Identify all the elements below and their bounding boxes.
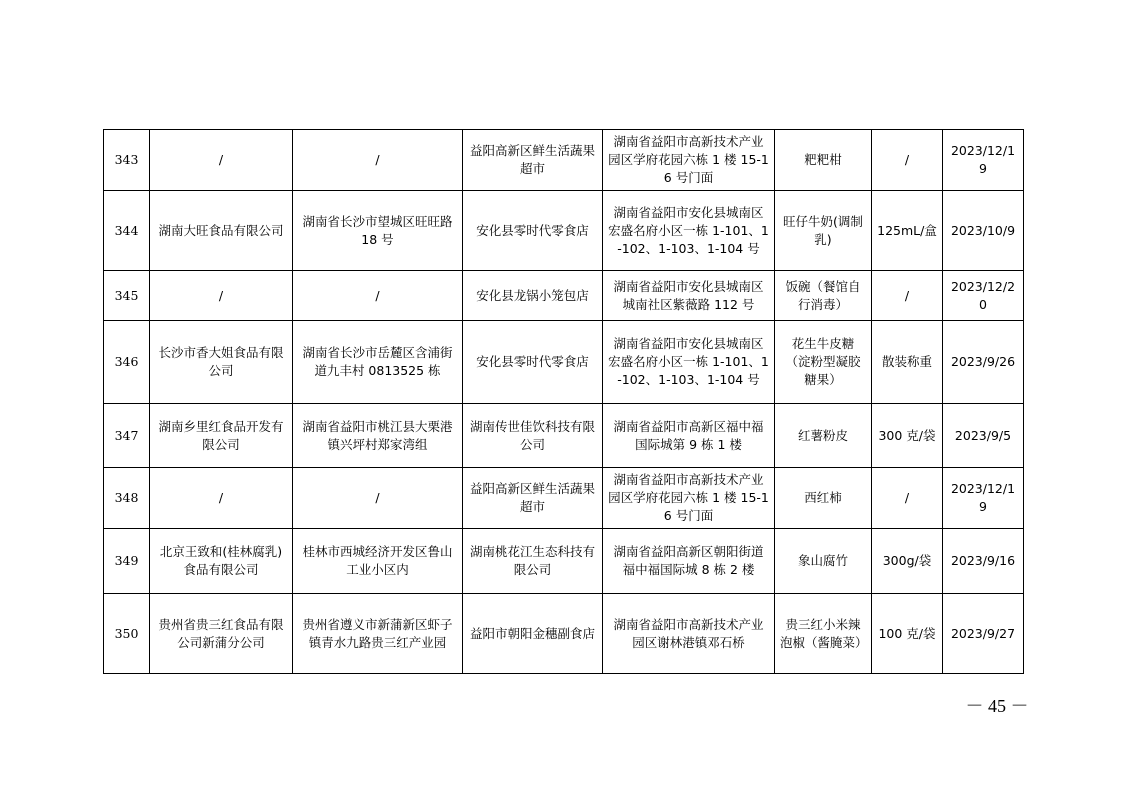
date-cell: 2023/12/19: [943, 468, 1024, 529]
table-row: [104, 271, 1024, 321]
product-cell: 旺仔牛奶(调制乳): [775, 191, 872, 271]
manufacturer-address-cell: 桂林市西城经济开发区鲁山工业小区内: [293, 529, 463, 594]
sampled-unit-cell: 安化县零时代零食店: [463, 321, 603, 404]
date-cell: 2023/12/19: [943, 130, 1024, 191]
sampled-unit-cell: 湖南传世佳饮科技有限公司: [463, 404, 603, 468]
row-number: 349: [104, 529, 150, 594]
table-row: [104, 468, 1024, 529]
spec-cell: /: [872, 271, 943, 321]
sampled-address-cell: 湖南省益阳市安化县城南区城南社区紫薇路 112 号: [603, 271, 775, 321]
manufacturer-cell: 湖南大旺食品有限公司: [150, 191, 293, 271]
spec-cell: /: [872, 468, 943, 529]
page-number: － 45 －: [965, 696, 1029, 716]
product-cell: 红薯粉皮: [775, 404, 872, 468]
manufacturer-address-cell: /: [293, 271, 463, 321]
product-cell: 象山腐竹: [775, 529, 872, 594]
date-cell: 2023/12/20: [943, 271, 1024, 321]
row-number: 347: [104, 404, 150, 468]
manufacturer-cell: 贵州省贵三红食品有限公司新蒲分公司: [150, 594, 293, 674]
spec-cell: 300 克/袋: [872, 404, 943, 468]
row-number: 343: [104, 130, 150, 191]
sampled-address-cell: 湖南省益阳市高新技术产业园区学府花园六栋 1 楼 15-16 号门面: [603, 468, 775, 529]
spec-cell: 125mL/盒: [872, 191, 943, 271]
date-cell: 2023/10/9: [943, 191, 1024, 271]
manufacturer-address-cell: /: [293, 468, 463, 529]
table-row: [104, 321, 1024, 404]
sampled-unit-cell: 安化县零时代零食店: [463, 191, 603, 271]
manufacturer-address-cell: 贵州省遵义市新蒲新区虾子镇青水九路贵三红产业园: [293, 594, 463, 674]
table-row: [104, 404, 1024, 468]
date-cell: 2023/9/16: [943, 529, 1024, 594]
sampled-address-cell: 湖南省益阳市高新技术产业园区学府花园六栋 1 楼 15-16 号门面: [603, 130, 775, 191]
product-cell: 粑粑柑: [775, 130, 872, 191]
sampled-address-cell: 湖南省益阳市安化县城南区宏盛名府小区一栋 1-101、1-102、1-103、1-104 号: [603, 191, 775, 271]
row-number: 350: [104, 594, 150, 674]
manufacturer-address-cell: 湖南省长沙市岳麓区含浦街道九丰村 0813525 栋: [293, 321, 463, 404]
date-cell: 2023/9/5: [943, 404, 1024, 468]
manufacturer-address-cell: 湖南省益阳市桃江县大栗港镇兴坪村郑家湾组: [293, 404, 463, 468]
manufacturer-cell: 长沙市香大姐食品有限公司: [150, 321, 293, 404]
sampled-unit-cell: 安化县龙锅小笼包店: [463, 271, 603, 321]
row-number: 348: [104, 468, 150, 529]
table-row: [104, 529, 1024, 594]
table-row: [104, 191, 1024, 271]
sampled-unit-cell: 益阳市朝阳金穗副食店: [463, 594, 603, 674]
table-row: [104, 130, 1024, 191]
date-cell: 2023/9/27: [943, 594, 1024, 674]
manufacturer-cell: 北京王致和(桂林腐乳)食品有限公司: [150, 529, 293, 594]
sampled-unit-cell: 益阳高新区鲜生活蔬果超市: [463, 130, 603, 191]
spec-cell: /: [872, 130, 943, 191]
manufacturer-cell: /: [150, 468, 293, 529]
row-number: 344: [104, 191, 150, 271]
sampled-unit-cell: 益阳高新区鲜生活蔬果超市: [463, 468, 603, 529]
product-cell: 花生牛皮糖（淀粉型凝胶糖果）: [775, 321, 872, 404]
table-row: [104, 594, 1024, 674]
row-number: 346: [104, 321, 150, 404]
sampling-results-table: [103, 129, 1024, 674]
sampled-unit-cell: 湖南桃花江生态科技有限公司: [463, 529, 603, 594]
manufacturer-address-cell: 湖南省长沙市望城区旺旺路 18 号: [293, 191, 463, 271]
manufacturer-cell: /: [150, 130, 293, 191]
spec-cell: 散装称重: [872, 321, 943, 404]
sampled-address-cell: 湖南省益阳市安化县城南区宏盛名府小区一栋 1-101、1-102、1-103、1-104 号: [603, 321, 775, 404]
manufacturer-cell: /: [150, 271, 293, 321]
manufacturer-address-cell: /: [293, 130, 463, 191]
product-cell: 贵三红小米辣泡椒（酱腌菜）: [775, 594, 872, 674]
sampled-address-cell: 湖南省益阳市高新技术产业园区谢林港镇邓石桥: [603, 594, 775, 674]
row-number: 345: [104, 271, 150, 321]
sampled-address-cell: 湖南省益阳高新区朝阳街道福中福国际城 8 栋 2 楼: [603, 529, 775, 594]
manufacturer-cell: 湖南乡里红食品开发有限公司: [150, 404, 293, 468]
date-cell: 2023/9/26: [943, 321, 1024, 404]
product-cell: 饭碗（餐馆自行消毒）: [775, 271, 872, 321]
spec-cell: 300g/袋: [872, 529, 943, 594]
spec-cell: 100 克/袋: [872, 594, 943, 674]
sampled-address-cell: 湖南省益阳市高新区福中福国际城第 9 栋 1 楼: [603, 404, 775, 468]
product-cell: 西红柿: [775, 468, 872, 529]
